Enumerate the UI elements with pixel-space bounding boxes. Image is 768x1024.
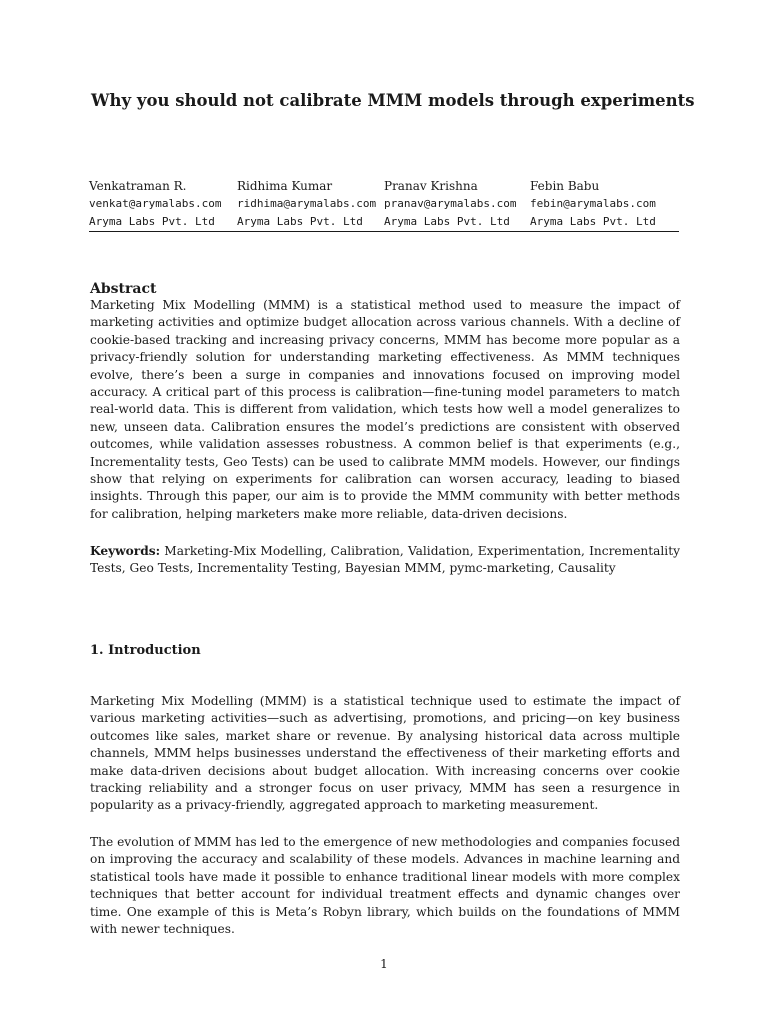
author-2 xyxy=(237,177,376,231)
author-affiliation: Aryma Labs Pvt. Ltd xyxy=(237,215,363,228)
author-name: Venkatraman R. xyxy=(89,179,187,193)
intro-paragraph-2: The evolution of MMM has led to the emergence of new methodologies and companies focused on improving the accuracy and scalability of these models. Advances in machine learning and statistical tools have made it possible to enhance traditional linear models with more complex techniques that better account for individual treatment effects and dynamic changes over time. One example of this is Meta’s Robyn library, which builds on the foundations of MMM with newer techniques. xyxy=(90,835,680,937)
keywords-label: Keywords: xyxy=(90,544,161,558)
header-divider xyxy=(89,231,679,232)
author-3 xyxy=(384,177,516,231)
author-name: Febin Babu xyxy=(530,179,600,193)
author-affiliation: Aryma Labs Pvt. Ltd xyxy=(384,215,510,228)
author-affiliation: Aryma Labs Pvt. Ltd xyxy=(89,215,215,228)
paper-title: Why you should not calibrate MMM models through experiments xyxy=(91,91,695,110)
author-email: venkat@arymalabs.com xyxy=(89,197,222,210)
author-email: pranav@arymalabs.com xyxy=(384,197,517,210)
author-name: Ridhima Kumar xyxy=(237,179,333,193)
author-email: febin@arymalabs.com xyxy=(530,197,656,210)
page-number: 1 xyxy=(380,957,388,971)
author-affiliation: Aryma Labs Pvt. Ltd xyxy=(530,215,656,228)
keywords xyxy=(90,543,680,578)
author-4 xyxy=(530,177,656,231)
section-heading-introduction: 1. Introduction xyxy=(90,643,201,658)
author-1 xyxy=(89,177,221,231)
abstract-heading: Abstract xyxy=(90,281,157,297)
keywords-text: Marketing-Mix Modelling, Calibration, Validation, Experimentation, Incrementality Tests, Geo Tests, Incrementality Testing, Bayesian MMM, pymc-marketing, Causality xyxy=(90,544,680,576)
abstract-text: Marketing Mix Modelling (MMM) is a statistical method used to measure the impact of marketing activities and optimize budget allocation across various channels. With a decline of cookie-based tracking and increasing privacy concerns, MMM has become more popular as a privacy-friendly solution for understanding marketing effectiveness. As MMM techniques evolve, there’s been a surge in companies and innovations focused on improving model accuracy. A critical part of this process is calibration—fine-tuning model parameters to match real-world data. This is different from validation, which tests how well a model generalizes to new, unseen data. Calibration ensures the model’s predictions are consistent with observed outcomes, while validation assesses robustness. A common belief is that experiments (e.g., Incrementality tests, Geo Tests) can be used to calibrate MMM models. However, our findings show that relying on experiments for calibration can worsen accuracy, leading to biased insights. Through this paper, our aim is to provide the MMM community with better methods for calibration, helping marketers make more reliable, data-driven decisions. xyxy=(90,298,680,521)
author-name: Pranav Krishna xyxy=(384,179,478,193)
intro-paragraph-1: Marketing Mix Modelling (MMM) is a statistical technique used to estimate the impact of various marketing activities—such as advertising, promotions, and pricing—on key business outcomes like sales, market share or revenue. By analysing historical data across multiple channels, MMM helps businesses understand the effectiveness of their marketing efforts and make data-driven decisions about budget allocation. With increasing concerns over cookie tracking reliability and a stronger focus on user privacy, MMM has seen a resurgence in popularity as a privacy-friendly, aggregated approach to marketing measurement. xyxy=(90,694,680,813)
author-email: ridhima@arymalabs.com xyxy=(237,197,377,210)
author-block xyxy=(89,177,679,233)
